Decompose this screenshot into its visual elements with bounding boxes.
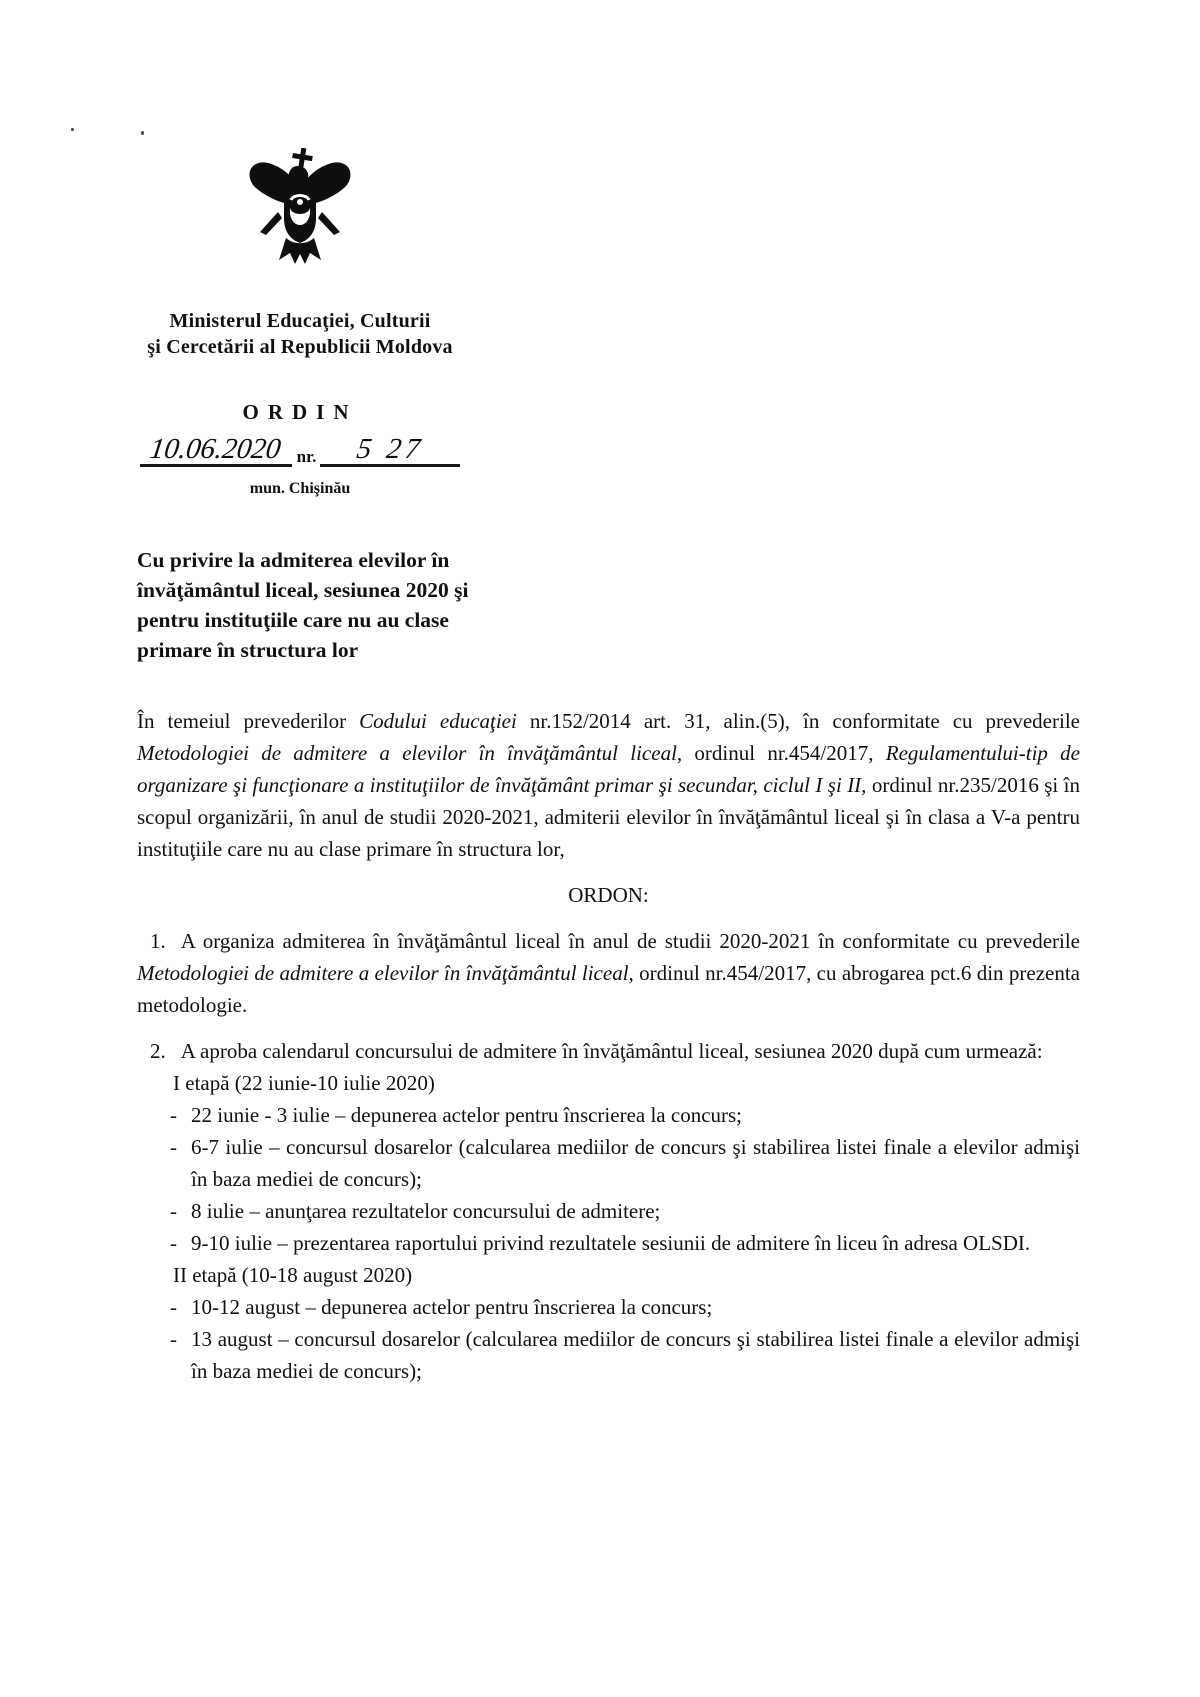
item-number: 2. — [150, 1039, 166, 1063]
bullet-dash: - — [170, 1231, 177, 1255]
order-number-field — [320, 434, 460, 467]
subject-line: învăţământul liceal, sesiunea 2020 şi — [137, 578, 469, 602]
handwritten-order-number: 5 27 — [354, 433, 426, 465]
calendar-item — [170, 1099, 1080, 1131]
nr-label: nr. — [296, 447, 317, 466]
calendar-item — [170, 1195, 1080, 1227]
item-number: 1. — [150, 929, 166, 953]
order-date-field — [140, 434, 292, 467]
bullet-dash: - — [170, 1135, 177, 1159]
item-text: A aproba calendarul concursului de admitere în învăţământul liceal, sesiunea 2020 după cum urmează: — [180, 1039, 1043, 1063]
item-text: ordinul nr.454/2017, cu abrogarea pct.6 din prezenta metodologie. — [137, 961, 1080, 1017]
preamble-text: În temeiul prevederilor — [137, 709, 360, 733]
order-item-2 — [137, 1035, 1080, 1067]
document-body — [137, 545, 1080, 1387]
calendar-item-text: 13 august – concursul dosarelor (calcularea mediilor de concurs şi stabilirea listei finale a elevilor admişi în baza mediei de concurs); — [191, 1327, 1080, 1383]
calendar-item — [170, 1291, 1080, 1323]
order-heading: ORDIN — [242, 400, 358, 424]
preamble-text: ordinul nr.454/2017, — [682, 741, 886, 765]
ministry-name-line1: Ministerul Educaţiei, Culturii — [169, 310, 431, 332]
calendar-item — [170, 1227, 1080, 1259]
moldova-coat-of-arms-icon — [244, 148, 356, 298]
ministry-name — [100, 308, 500, 360]
preamble-paragraph — [137, 705, 1080, 865]
bullet-dash: - — [170, 1199, 177, 1223]
legal-ref-codul-educatiei: Codului educaţiei — [359, 709, 517, 733]
order-item-1 — [137, 925, 1080, 1021]
bullet-dash: - — [170, 1327, 177, 1351]
subject-line: pentru instituţiile care nu au clase — [137, 608, 449, 632]
legal-ref-metodologia: Metodologiei de admitere a elevilor în învăţământul liceal, — [137, 741, 683, 765]
calendar-item-text: 22 iunie - 3 iulie – depunerea actelor pentru înscrierea la concurs; — [191, 1103, 743, 1127]
legal-ref-metodologia: Metodologiei de admitere a elevilor în învăţământul liceal, — [137, 961, 634, 985]
order-subject — [137, 545, 617, 665]
calendar-item-text: 9-10 iulie – prezentarea raportului privind rezultatele sesiunii de admitere în liceu în adresa OLSDI. — [191, 1231, 1031, 1255]
bullet-dash: - — [170, 1103, 177, 1127]
handwritten-date: 10.06.2020 — [148, 433, 284, 465]
bullet-dash: - — [170, 1295, 177, 1319]
scan-speck — [71, 128, 74, 131]
preamble-text: nr.152/2014 art. 31, alin.(5), în conformitate cu prevederile — [516, 709, 1080, 733]
issuing-city: mun. Chişinău — [249, 480, 351, 497]
order-date-number-row — [100, 431, 500, 467]
preamble-text: ordinul nr.235/2016 şi în scopul organizării, în anul de studii 2020-2021, admiterii elevilor în învăţământul liceal şi în clasa a V-a pentru instituţiile care nu au clase primare în structura lor, — [137, 773, 1080, 861]
ordon-heading: ORDON: — [568, 883, 649, 907]
legal-ref-regulament: Regulamentului-tip de organizare şi funcţionare a instituţiilor de învăţământ primar şi secundar, ciclul I şi II, — [137, 741, 1080, 797]
calendar-item-text: 10-12 august – depunerea actelor pentru înscrierea la concurs; — [191, 1295, 713, 1319]
calendar-item-text: 8 iulie – anunţarea rezultatelor concursului de admitere; — [191, 1199, 661, 1223]
document-header — [100, 0, 500, 498]
ministry-name-line2: şi Cercetării al Republicii Moldova — [147, 336, 453, 358]
subject-line: Cu privire la admiterea elevilor în — [137, 548, 450, 572]
calendar-item — [170, 1131, 1080, 1195]
item-text: A organiza admiterea în învăţământul liceal în anul de studii 2020-2021 în conformitate cu prevederile — [180, 929, 1080, 953]
calendar-item-text: 6-7 iulie – concursul dosarelor (calcularea mediilor de concurs şi stabilirea listei finale a elevilor admişi în baza mediei de concurs); — [191, 1135, 1080, 1191]
stage1-heading: I etapă (22 iunie-10 iulie 2020) — [173, 1071, 435, 1095]
stage2-heading: II etapă (10-18 august 2020) — [173, 1263, 413, 1287]
calendar-item — [170, 1323, 1080, 1387]
subject-line: primare în structura lor — [137, 638, 359, 662]
